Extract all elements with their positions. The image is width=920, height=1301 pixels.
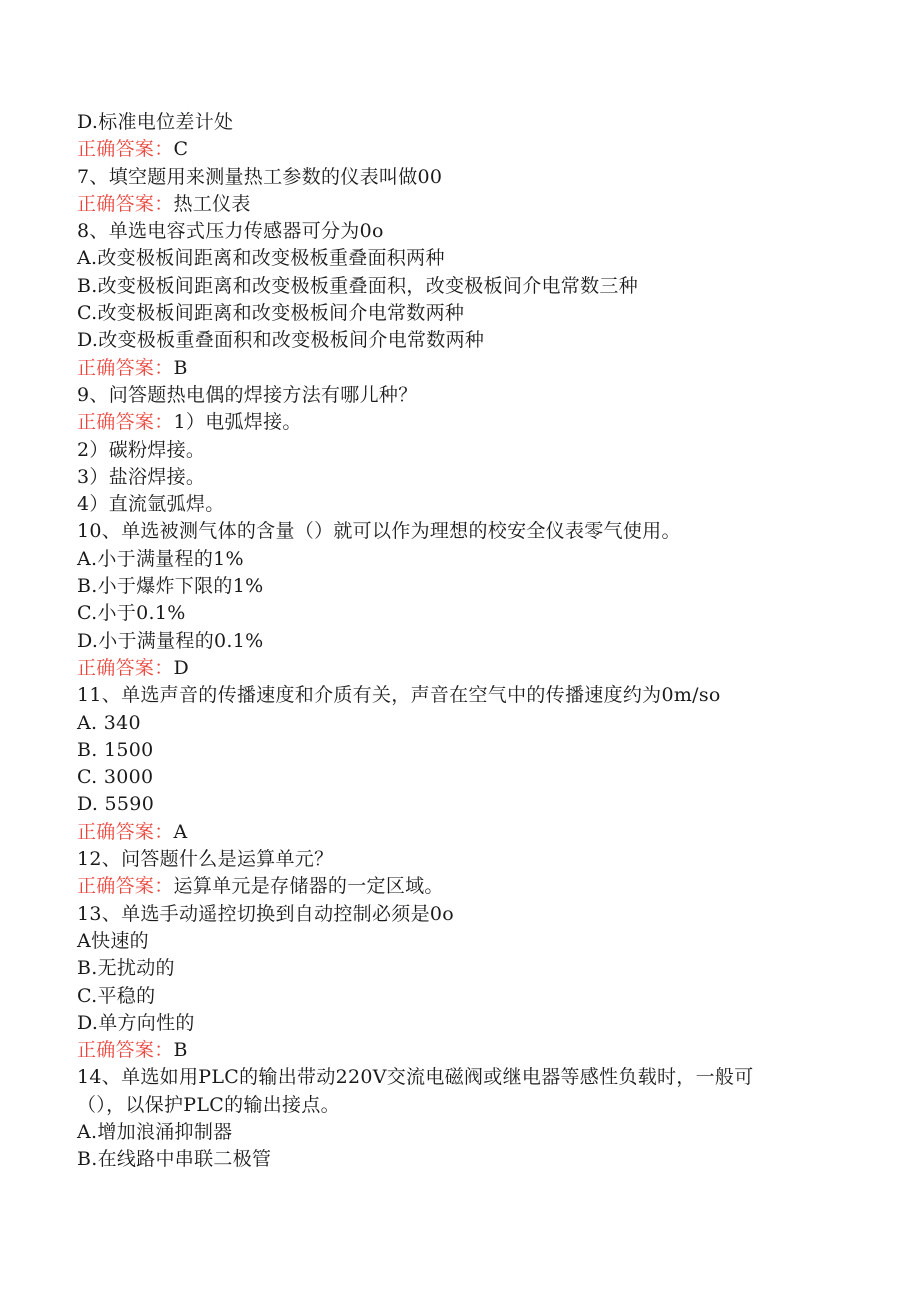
answer-label: 正确答案：	[77, 820, 174, 843]
answer-value: A	[173, 820, 188, 843]
answer-label: 正确答案：	[77, 656, 174, 679]
text-line: 14、单选如用PLC的输出带动220V交流电磁阀或继电器等感性负载时，一般可	[77, 1066, 754, 1089]
text-line: D.单方向性的	[77, 1011, 195, 1034]
answer-value: 1）电弧焊接。	[173, 411, 302, 434]
text-line: C.平稳的	[77, 984, 156, 1007]
text-line: A. 340	[77, 711, 141, 734]
text-line: B.无扰动的	[77, 957, 175, 980]
text-line: 7、填空题用来测量热工参数的仪表叫做00	[77, 165, 443, 188]
text-line: B.在线路中串联二极管	[77, 1148, 272, 1171]
text-line: A快速的	[77, 929, 149, 952]
text-line: A.增加浪涌抑制器	[77, 1120, 233, 1143]
answer-line	[77, 355, 837, 382]
text-line: （），以保护PLC的输出接点。	[77, 1093, 340, 1116]
text-line: D.小于满量程的0.1%	[77, 629, 264, 652]
question-list	[77, 109, 837, 1174]
text-line: A.改变极板间距离和改变极板重叠面积两种	[77, 247, 445, 270]
answer-value: D	[173, 656, 190, 679]
answer-label: 正确答案：	[77, 411, 174, 434]
text-line: D.改变极板重叠面积和改变极板间介电常数两种	[77, 329, 485, 352]
text-line: 12、问答题什么是运算单元？	[77, 848, 334, 871]
text-line: B.改变极板间距离和改变极板重叠面积，改变极板间介电常数三种	[77, 274, 639, 297]
answer-value: 热工仪表	[173, 192, 251, 215]
answer-label: 正确答案：	[77, 356, 174, 379]
text-line: C.小于0.1%	[77, 602, 186, 625]
answer-value: B	[173, 356, 188, 379]
text-line: 2）碳粉焊接。	[77, 438, 206, 461]
answer-line	[77, 819, 837, 846]
text-line: 13、单选手动遥控切换到自动控制必须是0o	[77, 902, 455, 925]
answer-label: 正确答案：	[77, 192, 174, 215]
answer-line	[77, 136, 837, 163]
answer-value: C	[173, 138, 189, 161]
answer-label: 正确答案：	[77, 138, 174, 161]
answer-line	[77, 191, 837, 218]
text-line: 9、问答题热电偶的焊接方法有哪儿种？	[77, 383, 418, 406]
text-line: C.改变极板间距离和改变极板间介电常数两种	[77, 302, 465, 325]
text-line: 4）直流氩弧焊。	[77, 493, 225, 516]
text-line: D.标准电位差计处	[77, 111, 234, 133]
text-line: 3）盐浴焊接。	[77, 465, 206, 488]
answer-line	[77, 409, 837, 436]
answer-label: 正确答案：	[77, 875, 174, 898]
text-line: 10、单选被测气体的含量（）就可以作为理想的校安全仪表零气使用。	[77, 520, 681, 543]
answer-value: 运算单元是存储器的一定区域。	[173, 875, 444, 898]
answer-line	[77, 1037, 837, 1064]
text-line: D. 5590	[77, 793, 155, 816]
answer-line	[77, 655, 837, 682]
answer-value: B	[173, 1039, 188, 1062]
answer-line	[77, 873, 837, 900]
text-line: B.小于爆炸下限的1%	[77, 575, 264, 598]
text-line: B. 1500	[77, 738, 154, 761]
answer-label: 正确答案：	[77, 1039, 174, 1062]
text-line: 8、单选电容式压力传感器可分为0o	[77, 220, 384, 243]
text-line: A.小于满量程的1%	[77, 547, 244, 570]
text-line: 11、单选声音的传播速度和介质有关，声音在空气中的传播速度约为0m/so	[77, 684, 721, 707]
text-line: C. 3000	[77, 766, 154, 789]
